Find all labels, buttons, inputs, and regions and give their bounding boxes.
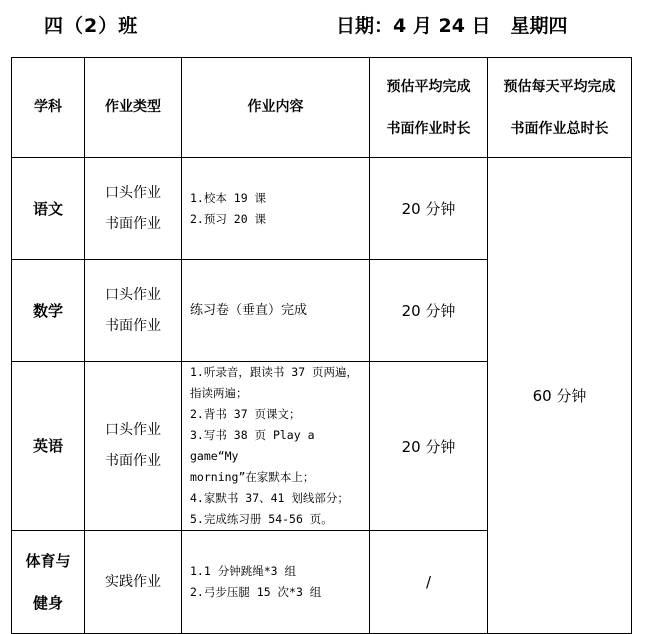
date-day: 24 — [438, 15, 465, 37]
type-item: 口头作业 — [105, 422, 161, 438]
col-header-avg-time — [370, 58, 488, 158]
subject-cell: 数学 — [12, 260, 85, 362]
total-time-cell: 60 分钟 — [488, 158, 632, 634]
date-prefix: 日期： — [336, 15, 394, 37]
content-cell — [182, 260, 370, 362]
type-item: 口头作业 — [105, 184, 161, 201]
type-item: 书面作业 — [105, 215, 161, 232]
col-header-total-time — [488, 58, 632, 158]
col-header-total-time-line1: 预估每天平均完成 — [503, 78, 616, 95]
content-line: 2.背书 37 页课文； — [190, 407, 301, 421]
type-item: 口头作业 — [105, 286, 161, 303]
time-cell: 20 分钟 — [370, 158, 488, 260]
subject-cell: 英语 — [12, 362, 85, 531]
subject-cell: 语文 — [12, 158, 85, 260]
time-cell: 20 分钟 — [370, 362, 488, 531]
table-header-row — [12, 58, 632, 158]
type-item: 书面作业 — [105, 453, 161, 469]
type-cell — [85, 260, 182, 362]
content-line: 5.完成练习册 54-56 页。 — [190, 512, 333, 526]
type-cell — [85, 531, 182, 634]
content-cell — [182, 362, 370, 531]
content-line: 2.预习 20 课 — [190, 211, 267, 226]
date-day-unit: 日 — [471, 15, 491, 37]
date-month: 4 — [393, 15, 407, 37]
class-name: 四（2）班 — [44, 15, 139, 37]
content-line: 1.听录音，跟读书 37 页两遍， — [190, 365, 359, 379]
subject-line: 体育与 — [25, 552, 71, 570]
content-line: 3.写书 38 页 Play a game“My — [190, 428, 322, 463]
content-line: 练习卷（垂直）完成 — [190, 303, 308, 318]
content-cell — [182, 158, 370, 260]
content-line: 2.弓步压腿 15 次*3 组 — [190, 585, 322, 599]
type-item: 书面作业 — [105, 317, 161, 334]
table-row-chinese — [12, 158, 632, 260]
content-cell — [182, 531, 370, 634]
col-header-content: 作业内容 — [182, 58, 370, 158]
col-header-avg-time-line2: 书面作业时长 — [386, 120, 471, 137]
col-header-subject: 学科 — [12, 58, 85, 158]
weekday: 星期四 — [510, 15, 568, 37]
subject-cell — [12, 531, 85, 634]
col-header-total-time-line2: 书面作业总时长 — [510, 120, 609, 137]
content-line: 4.家默书 37、41 划线部分； — [190, 491, 349, 505]
content-line: 1.1 分钟跳绳*3 组 — [190, 564, 296, 578]
date-month-unit: 月 — [412, 15, 432, 37]
col-header-type: 作业类型 — [85, 58, 182, 158]
type-cell — [85, 158, 182, 260]
time-cell: / — [370, 531, 488, 634]
col-header-avg-time-line1: 预估平均完成 — [386, 78, 471, 95]
content-line: morning”在家默本上； — [190, 470, 315, 484]
content-line: 指读两遍； — [190, 386, 248, 400]
content-line: 1.校本 19 课 — [190, 190, 267, 205]
time-cell: 20 分钟 — [370, 260, 488, 362]
type-cell — [85, 362, 182, 531]
date-line — [336, 11, 567, 38]
homework-table — [11, 57, 632, 634]
subject-line: 健身 — [32, 594, 63, 612]
page-header — [0, 0, 646, 56]
type-item: 实践作业 — [105, 573, 161, 590]
